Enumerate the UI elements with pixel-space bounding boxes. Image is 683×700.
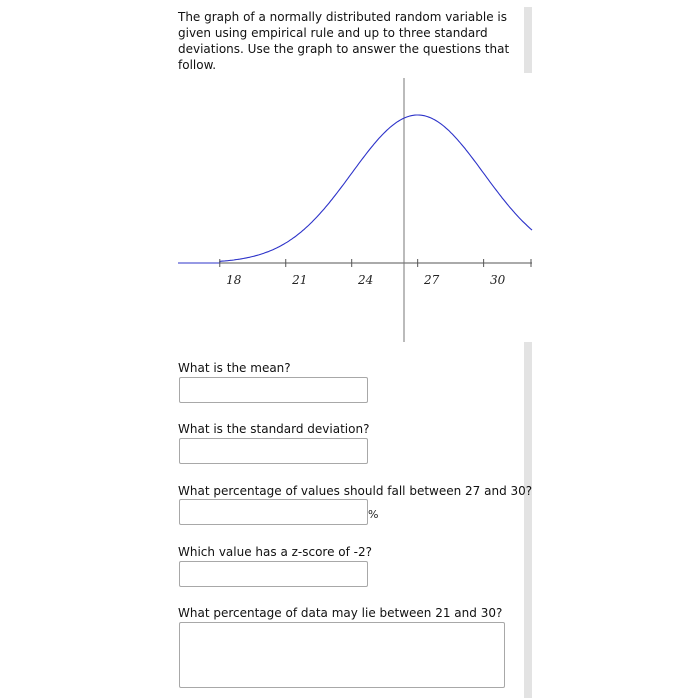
std-dev-input[interactable]: [179, 438, 368, 464]
question-mean-label: What is the mean?: [178, 361, 291, 375]
normal-distribution-graph: [176, 70, 534, 345]
problem-intro: The graph of a normally distributed random variable is given using empirical rule and up to three standard deviations. Use the graph to answer the questions that follow.: [178, 10, 510, 72]
question-sd-label: What is the standard deviation?: [178, 422, 370, 436]
question-pct-27-30-label: What percentage of values should fall between 27 and 30?: [178, 484, 533, 498]
x-tick-label-24: 24: [358, 273, 374, 287]
x-tick-label-30: 30: [489, 273, 506, 287]
scrollbar-top[interactable]: [524, 7, 532, 73]
zscore-value-input[interactable]: [179, 561, 368, 587]
question-pct-21-30-label: What percentage of data may lie between 21 and 30?: [178, 606, 503, 620]
x-tick-label-27: 27: [424, 273, 440, 287]
x-tick-label-18: 18: [226, 273, 242, 287]
mean-input[interactable]: [179, 377, 368, 403]
pct-27-30-input[interactable]: [179, 499, 368, 525]
normal-curve: [178, 115, 532, 263]
percent-unit-label: %: [368, 508, 379, 521]
pct-21-30-textarea[interactable]: [179, 622, 505, 688]
x-tick-label-21: 21: [292, 273, 308, 287]
question-zscore-label: Which value has a z-score of -2?: [178, 545, 373, 559]
scrollbar-bottom[interactable]: [524, 342, 532, 698]
